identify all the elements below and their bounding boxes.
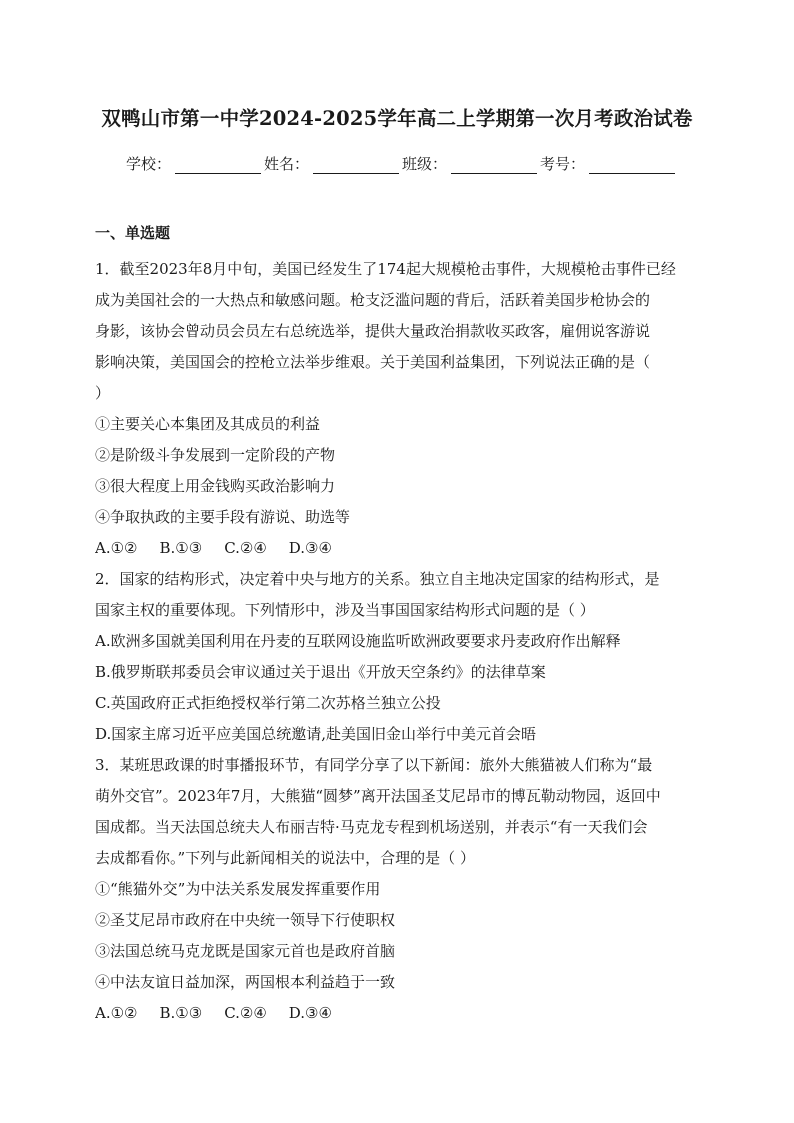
question-stem-line: 萌外交官”。2023年7月，大熊猫“圆梦”离开法国圣艾尼昂市的博瓦勒动物园，返回中 xyxy=(95,787,661,805)
school-label: 学校： xyxy=(126,155,172,173)
statement-item: ①主要关心本集团及其成员的利益 xyxy=(95,415,321,433)
school-blank xyxy=(175,156,261,174)
choice-b[interactable]: B.①③ xyxy=(159,539,203,557)
statement-item: ④中法友谊日益加深，两国根本利益趋于一致 xyxy=(95,973,396,991)
exam-title: 双鸭山市第一中学2024-2025学年高二上学期第一次月考政治试卷 xyxy=(101,107,693,130)
question-stem-line: 去成都看你。”下列与此新闻相关的说法中，合理的是（ ） xyxy=(95,849,475,867)
question-stem-line: 国成都。当天法国总统夫人布丽吉特·马克龙专程到机场送别，并表示“有一天我们会 xyxy=(95,818,648,836)
statement-item: ④争取执政的主要手段有游说、助选等 xyxy=(95,508,351,526)
question-stem-line: 1．截至2023年8月中旬，美国已经发生了174起大规模枪击事件，大规模枪击事件已经 xyxy=(95,260,676,278)
choice-c[interactable]: C.②④ xyxy=(224,539,267,557)
answer-choices xyxy=(95,533,701,564)
class-label: 班级： xyxy=(402,155,448,173)
answer-choices xyxy=(95,998,701,1029)
choice-a[interactable]: A.①② xyxy=(95,539,138,557)
id-label: 考号： xyxy=(540,155,586,173)
choice-b[interactable]: B.①③ xyxy=(159,1004,203,1022)
question-stem-line: 2．国家的结构形式，决定着中央与地方的关系。独立自主地决定国家的结构形式，是 xyxy=(95,570,660,588)
choice-c[interactable]: C.英国政府正式拒绝授权举行第二次苏格兰独立公投 xyxy=(95,694,441,712)
student-info-row xyxy=(126,153,686,174)
question-stem-line: 身影，该协会曾动员会员左右总统选举，提供大量政治捐款收买政客，雇佣说客游说 xyxy=(95,322,651,340)
choice-b[interactable]: B.俄罗斯联邦委员会审议通过关于退出《开放天空条约》的法律草案 xyxy=(95,663,546,681)
question-stem-line: 影响决策，美国国会的控枪立法举步维艰。关于美国利益集团，下列说法正确的是（ xyxy=(95,353,651,371)
statement-item: ①“熊猫外交”为中法关系发展发挥重要作用 xyxy=(95,880,381,898)
statement-item: ③法国总统马克龙既是国家元首也是政府首脑 xyxy=(95,942,396,960)
name-label: 姓名： xyxy=(264,155,310,173)
choice-a[interactable]: A.①② xyxy=(95,1004,138,1022)
statement-item: ③很大程度上用金钱购买政治影响力 xyxy=(95,477,336,495)
question-stem-line: ） xyxy=(95,384,111,402)
question-1 xyxy=(95,254,701,564)
questions-body xyxy=(95,254,701,1029)
question-stem-line: 3．某班思政课的时事播报环节，有同学分享了以下新闻：旅外大熊猫被人们称为“最 xyxy=(95,756,653,774)
choice-c[interactable]: C.②④ xyxy=(224,1004,267,1022)
section-heading: 一、单选题 xyxy=(95,224,171,242)
id-blank xyxy=(589,156,675,174)
choice-a[interactable]: A.欧洲多国就美国利用在丹麦的互联网设施监听欧洲政要要求丹麦政府作出解释 xyxy=(95,632,621,650)
class-blank xyxy=(451,156,537,174)
question-stem-line: 成为美国社会的一大热点和敏感问题。枪支泛滥问题的背后，活跃着美国步枪协会的 xyxy=(95,291,651,309)
choice-d[interactable]: D.③④ xyxy=(288,1004,332,1022)
question-3 xyxy=(95,750,701,1029)
question-stem-line: 国家主权的重要体现。下列情形中，涉及当事国国家结构形式问题的是（ ） xyxy=(95,601,595,619)
choice-d[interactable]: D.③④ xyxy=(288,539,332,557)
name-blank xyxy=(313,156,399,174)
choice-d[interactable]: D.国家主席习近平应美国总统邀请,赴美国旧金山举行中美元首会晤 xyxy=(95,725,537,743)
question-2 xyxy=(95,564,701,750)
statement-item: ②是阶级斗争发展到一定阶段的产物 xyxy=(95,446,336,464)
statement-item: ②圣艾尼昂市政府在中央统一领导下行使职权 xyxy=(95,911,396,929)
